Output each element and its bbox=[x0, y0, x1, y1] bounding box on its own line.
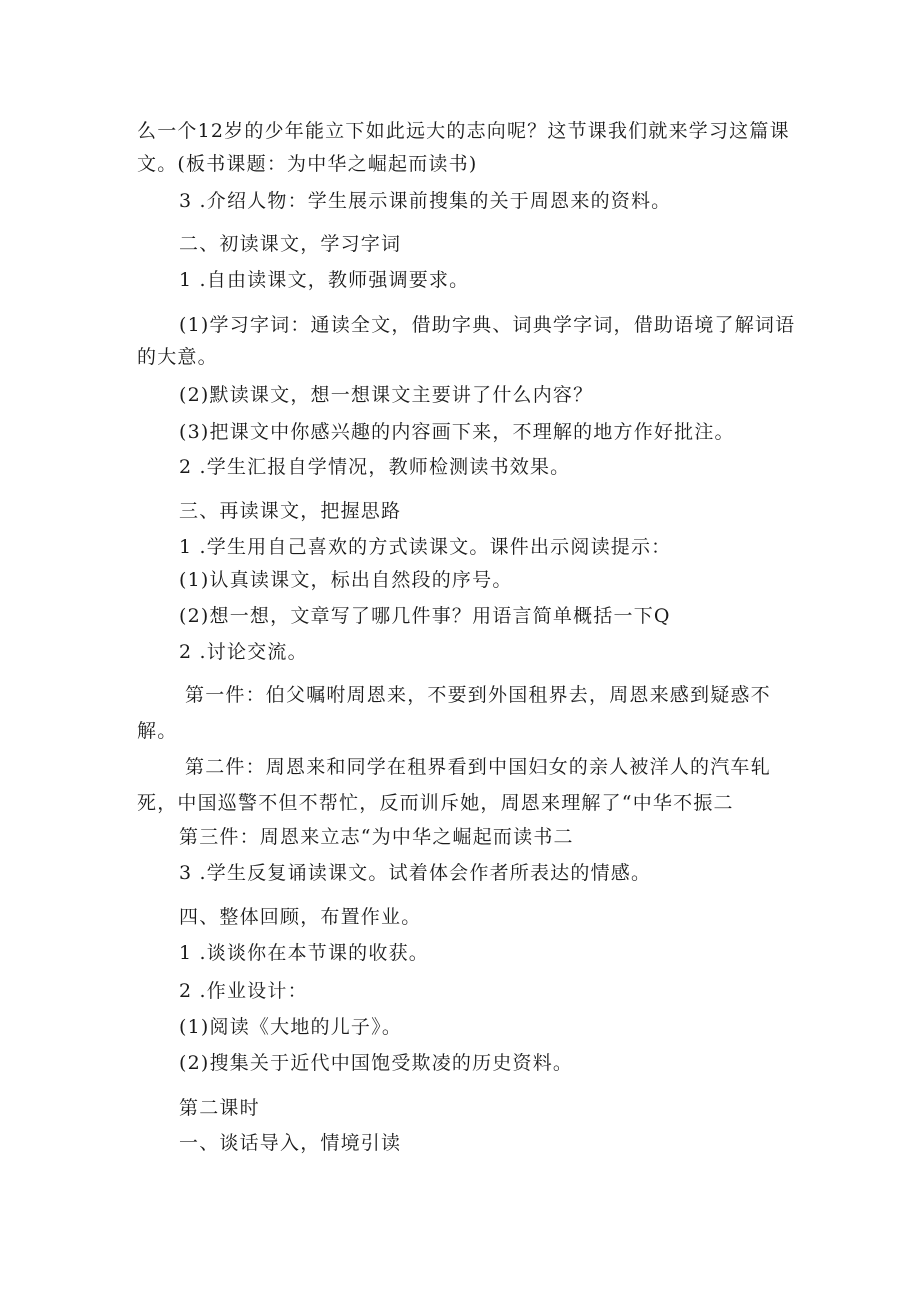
list-item: 2 .学生汇报自学情况，教师检测读书效果。 bbox=[179, 456, 571, 478]
list-item: 2 .作业设计： bbox=[179, 980, 308, 1002]
section-heading: 一、谈话导入，情境引读 bbox=[179, 1132, 402, 1154]
text-line: 的大意。 bbox=[137, 346, 218, 368]
text-line: 解。 bbox=[137, 720, 178, 742]
text-line: 死，中国巡警不但不帮忙，反而训斥她，周恩来理解了“中华不振二 bbox=[137, 792, 734, 814]
text-line: 第一件：伯父嘱咐周恩来，不要到外国租界去，周恩来感到疑惑不 bbox=[185, 684, 771, 706]
list-item: 3 .学生反复诵读课文。试着体会作者所表达的情感。 bbox=[179, 862, 652, 884]
list-item: 1 .学生用自己喜欢的方式读课文。课件出示阅读提示： bbox=[179, 536, 672, 558]
text-line: 第三件：周恩来立志“为中华之崛起而读书二 bbox=[179, 826, 574, 848]
list-item: (2)想一想，文章写了哪几件事？用语言简单概括一下Q bbox=[179, 605, 671, 627]
list-item: (3)把课文中你感兴趣的内容画下来，不理解的地方作好批注。 bbox=[179, 421, 735, 443]
list-item: (2)搜集关于近代中国饱受欺凌的历史资料。 bbox=[179, 1052, 574, 1074]
section-heading: 二、初读课文，学习字词 bbox=[179, 233, 402, 255]
list-item: 2 .讨论交流。 bbox=[179, 641, 308, 663]
list-item: (1)学习字词：通读全文，借助字典、词典学字词，借助语境了解词语 bbox=[179, 314, 796, 336]
text-line: 么一个12岁的少年能立下如此远大的志向呢？这节课我们就来学习这篇课 bbox=[137, 120, 790, 142]
list-item: (2)默读课文，想一想课文主要讲了什么内容？ bbox=[179, 384, 594, 406]
list-item: 3 .介绍人物：学生展示课前搜集的关于周恩来的资料。 bbox=[179, 190, 672, 212]
list-item: 1 .自由读课文，教师强调要求。 bbox=[179, 269, 470, 291]
text-line: 文。(板书课题：为中华之崛起而读书) bbox=[137, 153, 478, 175]
text-line: 第二件：周恩来和同学在租界看到中国妇女的亲人被洋人的汽车轧 bbox=[185, 756, 771, 778]
list-item: (1)认真读课文，标出自然段的序号。 bbox=[179, 569, 513, 591]
list-item: 1 .谈谈你在本节课的收获。 bbox=[179, 942, 429, 964]
section-heading: 第二课时 bbox=[179, 1097, 260, 1119]
section-heading: 三、再读课文，把握思路 bbox=[179, 500, 402, 522]
section-heading: 四、整体回顾，布置作业。 bbox=[179, 906, 422, 928]
list-item: (1)阅读《大地的儿子》。 bbox=[179, 1016, 403, 1038]
